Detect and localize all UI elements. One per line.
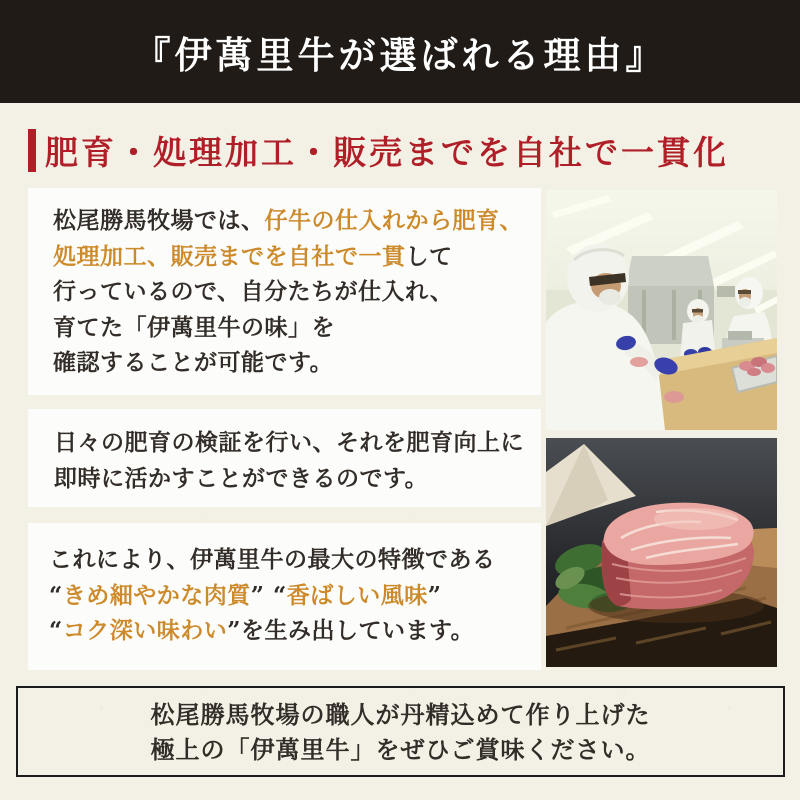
closing-line: 極上の「伊萬里牛」をぜひご賞味ください。	[150, 734, 651, 764]
meat-processing-facility-photo	[546, 190, 777, 430]
subsection-heading	[28, 126, 729, 174]
text-line: これにより、伊萬里牛の最大の特徴である	[49, 546, 496, 573]
text-line: 日々の肥育の検証を行い、それを肥育向上に	[54, 429, 524, 456]
heading-accent-bar	[28, 129, 36, 172]
text-line: 確認することが可能です。	[53, 349, 334, 377]
subsection-heading-text: 肥育・処理加工・販売までを自社で一貫化	[45, 132, 729, 172]
verification-text-box	[28, 409, 541, 507]
closing-line: 松尾勝馬牧場の職人が丹精込めて作り上げた	[150, 699, 651, 729]
text-line: 即時に活かすことができるのです。	[54, 464, 429, 492]
beef-photo-illustration	[546, 438, 777, 667]
facility-photo-illustration	[546, 190, 777, 430]
text-line: 育てた「伊萬里牛の味」を	[53, 313, 335, 341]
text-line: “コク深い味わい”を生み出しています。	[49, 617, 475, 645]
text-line: 処理加工、販売までを自社で一貫して	[53, 242, 453, 270]
page-title: 『伊萬里牛が選ばれる理由』	[133, 32, 667, 77]
wagyu-beef-photo	[546, 438, 777, 667]
section-header-banner	[0, 0, 800, 103]
closing-message-box	[16, 686, 785, 777]
intro-text-box	[28, 188, 541, 395]
text-line: 行っているので、自分たちが仕入れ、	[53, 278, 454, 306]
text-line: “きめ細やかな肉質” “香ばしい風味”	[49, 581, 442, 609]
result-text-box	[28, 523, 541, 670]
text-line: 松尾勝馬牧場では、仔牛の仕入れから肥育、	[53, 207, 523, 234]
